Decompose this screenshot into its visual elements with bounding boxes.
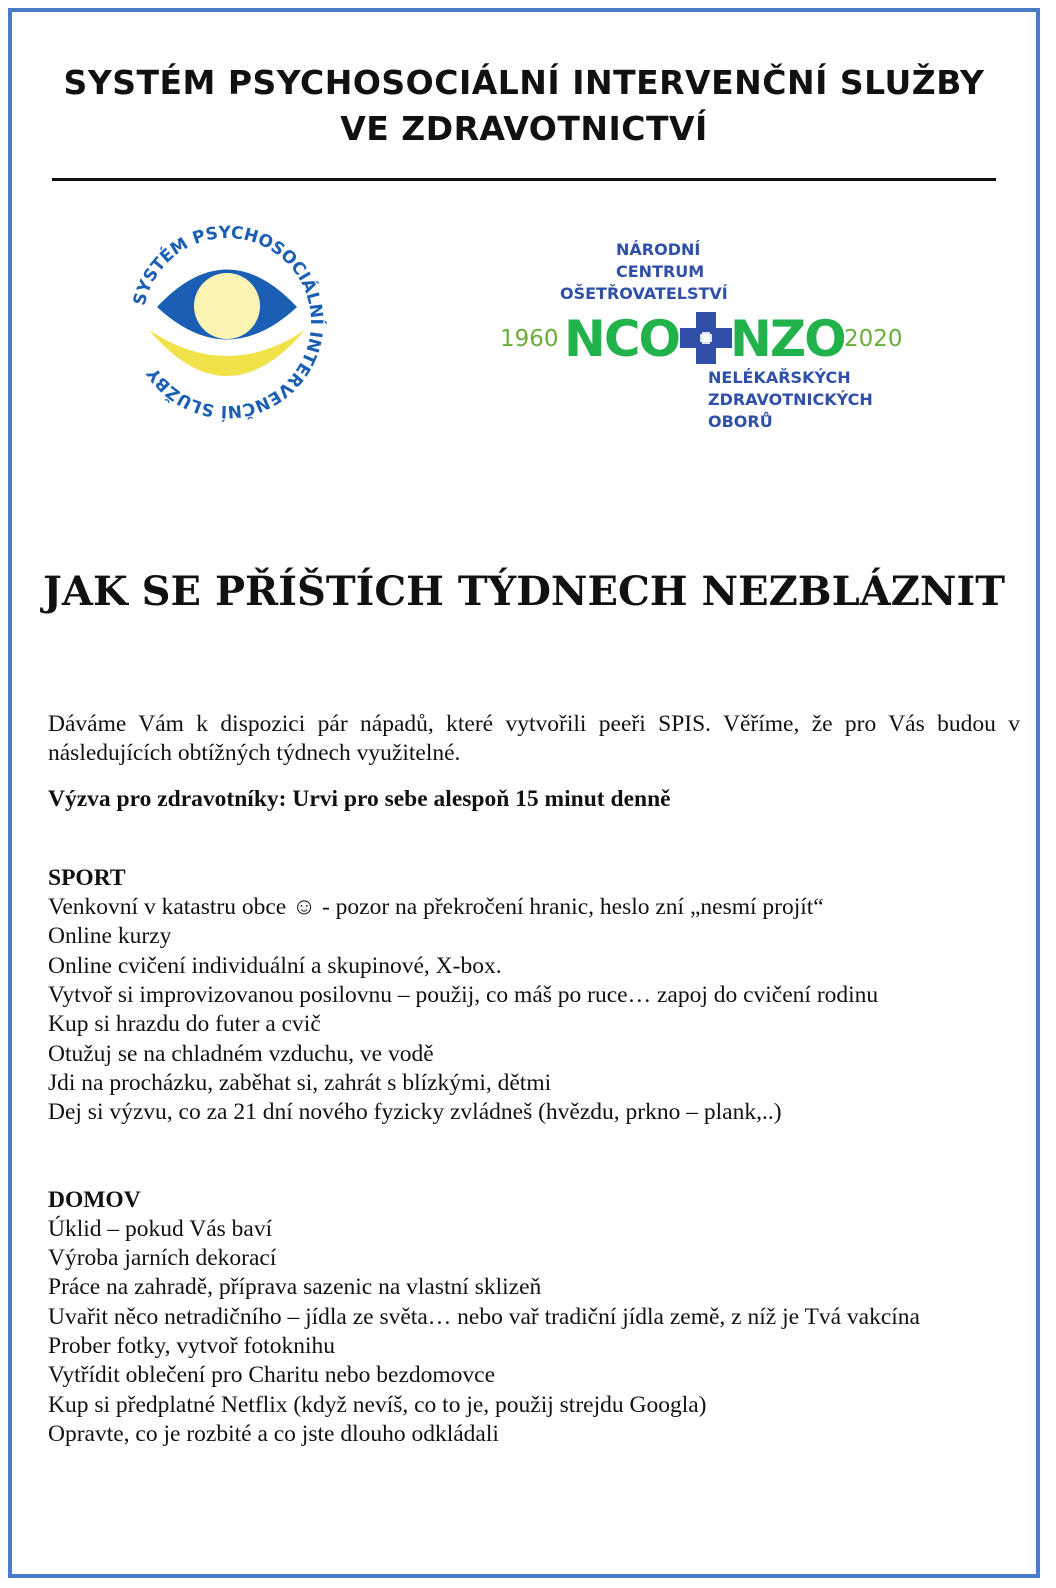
list-item: Uvařit něco netradičního – jídla ze světa… nebo vař tradiční jídla země, z níž je Tvá vakcína (48, 1303, 920, 1330)
intro-paragraph: Dáváme Vám k dispozici pár nápadů, které vytvořili peeři SPIS. Věříme, že pro Vás budou v následujících obtížných týdnech využitelné. (48, 711, 1020, 767)
challenge-line: Výzva pro zdravotníky: Urvi pro sebe alespoň 15 minut denně (48, 785, 671, 812)
main-title: JAK SE PŘÍŠTÍCH TÝDNECH NEZBLÁZNIT (43, 568, 1005, 615)
list-item: Online kurzy (48, 923, 172, 950)
document-body (48, 710, 1020, 1449)
list-item: Úklid – pokud Vás baví (48, 1215, 273, 1242)
list-item: Venkovní v katastru obce ☺ - pozor na překročení hranic, heslo zní „nesmí projít“ (48, 894, 824, 921)
list-item: Opravte, co je rozbité a co jste dlouho odkládali (48, 1420, 499, 1447)
medical-cross-icon (680, 312, 732, 364)
header-title-line2: VE ZDRAVOTNICTVÍ (340, 109, 708, 148)
header-divider (52, 178, 996, 181)
nconzo-year-right: 2020 (844, 326, 903, 352)
header-title-line1: SYSTÉM PSYCHOSOCIÁLNÍ INTERVENČNÍ SLUŽBY (63, 63, 985, 102)
list-item: Vytvoř si improvizovanou posilovnu – použij, co máš po ruce… zapoj do cvičení rodinu (48, 982, 879, 1009)
nconzo-left-text: NCO (564, 310, 680, 368)
list-item: Otužuj se na chladném vzduchu, ve vodě (48, 1040, 434, 1067)
list-item: Prober fotky, vytvoř fotoknihu (48, 1333, 335, 1360)
list-item: Výroba jarních dekorací (48, 1245, 277, 1272)
nconzo-year-left: 1960 (500, 326, 559, 352)
page-frame (8, 8, 1040, 1578)
spis-eye-logo-icon (127, 222, 327, 422)
spis-ring-text: SYSTÉM PSYCHOSOCIÁLNÍ INTERVENČNÍ SLUŽBY (129, 222, 327, 422)
nconzo-bottom-line2: ZDRAVOTNICKÝCH (708, 390, 873, 409)
nconzo-top-line2: CENTRUM (616, 262, 705, 281)
nconzo-right-text: NZO (730, 310, 845, 368)
list-item: Kup si hrazdu do futer a cvič (48, 1011, 321, 1038)
nconzo-logo (492, 240, 912, 440)
list-item: Práce na zahradě, příprava sazenic na vlastní sklizeň (48, 1274, 542, 1301)
list-item: Jdi na procházku, zaběhat si, zahrát s blízkými, dětmi (48, 1069, 552, 1096)
nconzo-bottom-line1: NELÉKAŘSKÝCH (708, 368, 851, 387)
section-heading-domov: DOMOV (48, 1186, 141, 1213)
list-item: Vytřídit oblečení pro Charitu nebo bezdomovce (48, 1362, 496, 1389)
nconzo-top-line3: OŠETŘOVATELSTVÍ (560, 284, 728, 303)
nconzo-top-line1: NÁRODNÍ (616, 240, 701, 259)
list-item: Dej si výzvu, co za 21 dní nového fyzicky zvládneš (hvězdu, prkno – plank,..) (48, 1099, 782, 1126)
document-header (12, 60, 1036, 152)
section-heading-sport: SPORT (48, 864, 126, 891)
list-item: Online cvičení individuální a skupinové, X-box. (48, 952, 502, 979)
list-item: Kup si předplatné Netflix (když nevíš, co to je, použij strejdu Googla) (48, 1391, 707, 1418)
nconzo-bottom-line3: OBORŮ (708, 412, 773, 431)
